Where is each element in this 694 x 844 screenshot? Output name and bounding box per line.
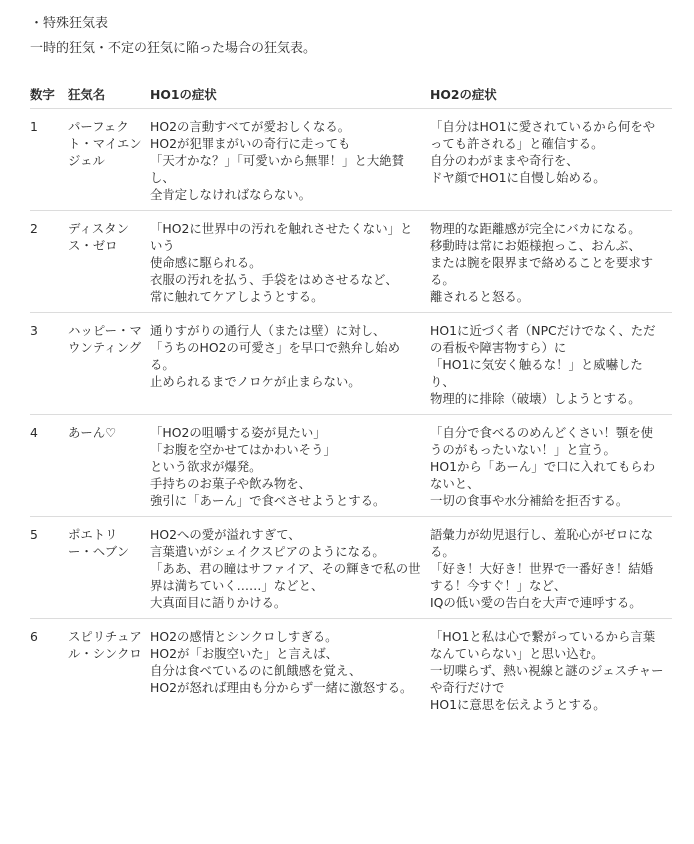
table-row: [30, 619, 672, 721]
row-madness-name: あーん♡: [68, 415, 150, 517]
row-madness-name: ポエトリー・ヘブン: [68, 517, 150, 619]
row-madness-name: スピリチュアル・シンクロ: [68, 629, 142, 661]
table-row: [30, 415, 672, 517]
row-ho2-symptom: HO1に近づく者（NPCだけでなく、ただの看板や障害物すら）に 「HO1に気安く触るな！」と威嚇したり、 物理的に排除（破壊）しようとする。: [430, 313, 672, 415]
section-heading: ・特殊狂気表: [30, 16, 109, 31]
row-ho1-symptom: 「HO2の咀嚼する姿が見たい」 「お腹を空かせてはかわいそう」 という欲求が爆発。 手持ちのお菓子や飲み物を、 強引に「あーん」で食べさせようとする。: [150, 415, 430, 517]
row-ho2-symptom: 語彙力が幼児退行し、羞恥心がゼロになる。 「好き！大好き！世界で一番好き！結婚する！今すぐ！」など、 IQの低い愛の告白を大声で連呼する。: [430, 517, 672, 619]
header-madness-name: 狂気名: [68, 86, 150, 109]
row-ho2-symptom: 物理的な距離感が完全にバカになる。 移動時は常にお姫様抱っこ、おんぶ、 または腕を限界まで絡めることを要求する。 離されると怒る。: [430, 211, 672, 313]
row-number: 6: [30, 629, 38, 644]
header-ho1-symptom: HO1の症状: [150, 86, 430, 109]
table-row: [30, 211, 672, 313]
table-row: [30, 313, 672, 415]
row-number: 5: [30, 517, 68, 619]
table-row: [30, 109, 672, 211]
row-ho2-symptom: 「自分で食べるのめんどくさい！顎を使うのがもったいない！」と宣う。 HO1から「あーん」で口に入れてもらわないと、 一切の食事や水分補給を拒否する。: [430, 415, 672, 517]
row-ho2-symptom: 「HO1と私は心で繋がっているから言葉なんていらない」と思い込む。 一切喋らず、熱い視線と謎のジェスチャーや奇行だけで HO1に意思を伝えようとする。: [430, 629, 664, 712]
row-ho1-symptom: 通りすがりの通行人（または壁）に対し、 「うちのHO2の可愛さ」を早口で熱弁し始める。 止められるまでノロケが止まらない。: [150, 313, 430, 415]
row-madness-name: パーフェクト・マイエンジェル: [68, 109, 150, 211]
row-ho1-symptom: HO2の感情とシンクロしすぎる。 HO2が「お腹空いた」と言えば、 自分は食べているのに飢餓感を覚え、 HO2が怒れば理由も分からず一緒に激怒する。: [150, 629, 413, 695]
header-ho2-symptom: HO2の症状: [430, 86, 672, 109]
row-number: 4: [30, 415, 68, 517]
row-number: 1: [30, 109, 68, 211]
header-number: 数字: [30, 86, 68, 109]
row-number: 3: [30, 313, 68, 415]
row-ho1-symptom: HO2への愛が溢れすぎて、 言葉遣いがシェイクスピアのようになる。 「ああ、君の瞳はサファイア、その輝きで私の世界は満ちていく……」などと、 大真面目に語りかける。: [150, 517, 430, 619]
row-madness-name: ハッピー・マウンティング: [68, 313, 150, 415]
table-header-row: [30, 86, 672, 109]
intro-text: 一時的狂気・不定の狂気に陥った場合の狂気表。: [30, 41, 317, 56]
row-ho1-symptom: 「HO2に世界中の汚れを触れさせたくない」という 使命感に駆られる。 衣服の汚れを払う、手袋をはめさせるなど、 常に触れてケアしようとする。: [150, 211, 430, 313]
row-ho2-symptom: 「自分はHO1に愛されているから何をやっても許される」と確信する。 自分のわがままや奇行を、 ドヤ顔でHO1に自慢し始める。: [430, 109, 672, 211]
row-ho1-symptom: HO2の言動すべてが愛おしくなる。 HO2が犯罪まがいの奇行に走っても 「天才かな？」「可愛いから無罪！」と大絶賛し、 全肯定しなければならない。: [150, 109, 430, 211]
row-number: 2: [30, 211, 68, 313]
madness-table: [30, 86, 672, 720]
table-row: [30, 517, 672, 619]
row-madness-name: ディスタンス・ゼロ: [68, 211, 150, 313]
